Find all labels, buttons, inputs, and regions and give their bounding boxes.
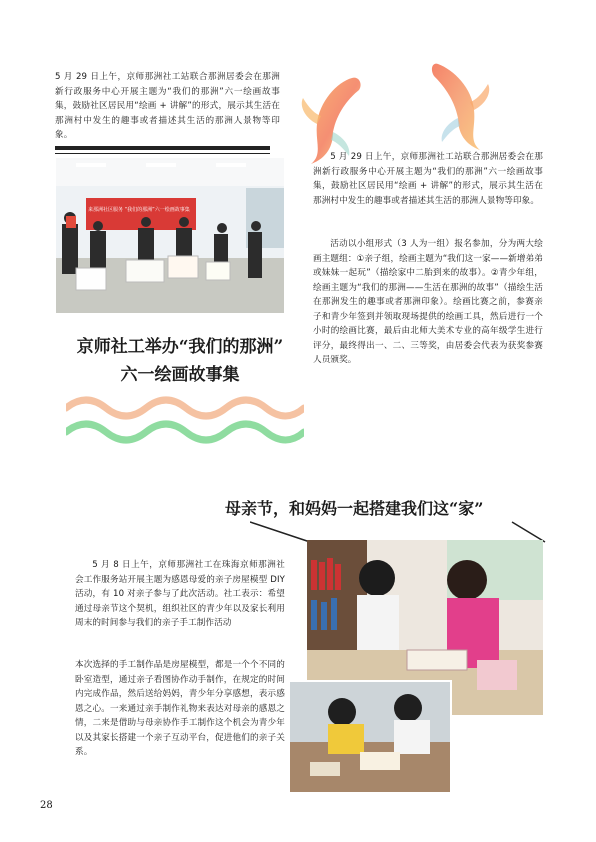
story1-body: 活动以小组形式（3 人为一组）报名参加，分为两大绘画主题组：①亲子组，绘画主题为“我们这一家——新增弟弟或妹妹一起玩”（描绘家中二胎到来的故事）。②青少年组，绘画主题为“我们的那洲——生活在那洲的故事”（描绘生活在那洲发生的趣事或者那洲印象）。绘画比赛之前，参赛亲子和青少年签到并领取现场提供的绘画工具，然后进行一个小时的绘画比赛，最后由北师大美术专业的高年级学生进行评分，最终得出一、二、三等奖，由居委会代表为获奖参赛人员颁奖。 (313, 239, 543, 365)
story2-body: 本次选择的手工制作品是房屋模型，都是一个个不同的卧室造型，通过亲子看图协作动手制作，在规定的时间内完成作品，然后送给妈妈，青少年分享感想，表示感恩之心。一来通过亲手制作礼物来表达对母亲的感恩之情，二来是借助与母亲协作手工制作这个机会为青少年以及其家长搭建一个亲子互动平台，促进他们的亲子关系。 (75, 660, 285, 757)
koi-fish-right-illustration (428, 58, 498, 153)
photo-banner-text: 来那洲社区服务 “我们的那洲”六一绘画故事集 (88, 207, 190, 213)
craft-table-photo (288, 680, 452, 794)
drawing-event-photo (56, 158, 284, 313)
story2-headline: 母亲节，和妈妈一起搭建我们这“家” (225, 499, 484, 518)
story2-intro: 5 月 8 日上午，京师那洲社工在珠海京师那洲社会工作服务站开展主题为感恩母爱的亲子房屋模型 DIY 活动，有 10 对亲子参与了此次活动。社工表示：希望通过母亲节这个契机，组织社区的青少年以及家长利用周末的时间参与我们的亲子手工制作活动 (75, 560, 285, 628)
story1-title-line2: 六一绘画故事集 (120, 365, 240, 385)
top-rule (55, 146, 270, 150)
story1-title (55, 333, 305, 389)
story1-title-line1: 京师社工举办“我们的那洲” (76, 337, 284, 357)
page-number: 28 (40, 800, 53, 811)
story1-intro-repeat: 5 月 29 日上午，京师那洲社工站联合那洲居委会在那洲新行政服务中心开展主题为“我们的那洲”六一绘画故事集，鼓励社区居民用“绘画 + 讲解”的形式，展示其生活在那洲村中发生的趣事或者描述其生活的那洲人景物等印象。 (313, 152, 543, 206)
top-rule-thin (55, 153, 270, 154)
story1-intro: 5 月 29 日上午，京师那洲社工站联合那洲居委会在那洲新行政服务中心开展主题为“我们的那洲”六一绘画故事集，鼓励社区居民用“绘画 + 讲解”的形式，展示其生活在那洲村中发生的趣事或者描述其生活的那洲人景物等印象。 (55, 72, 280, 140)
decorative-waves (66, 392, 304, 444)
